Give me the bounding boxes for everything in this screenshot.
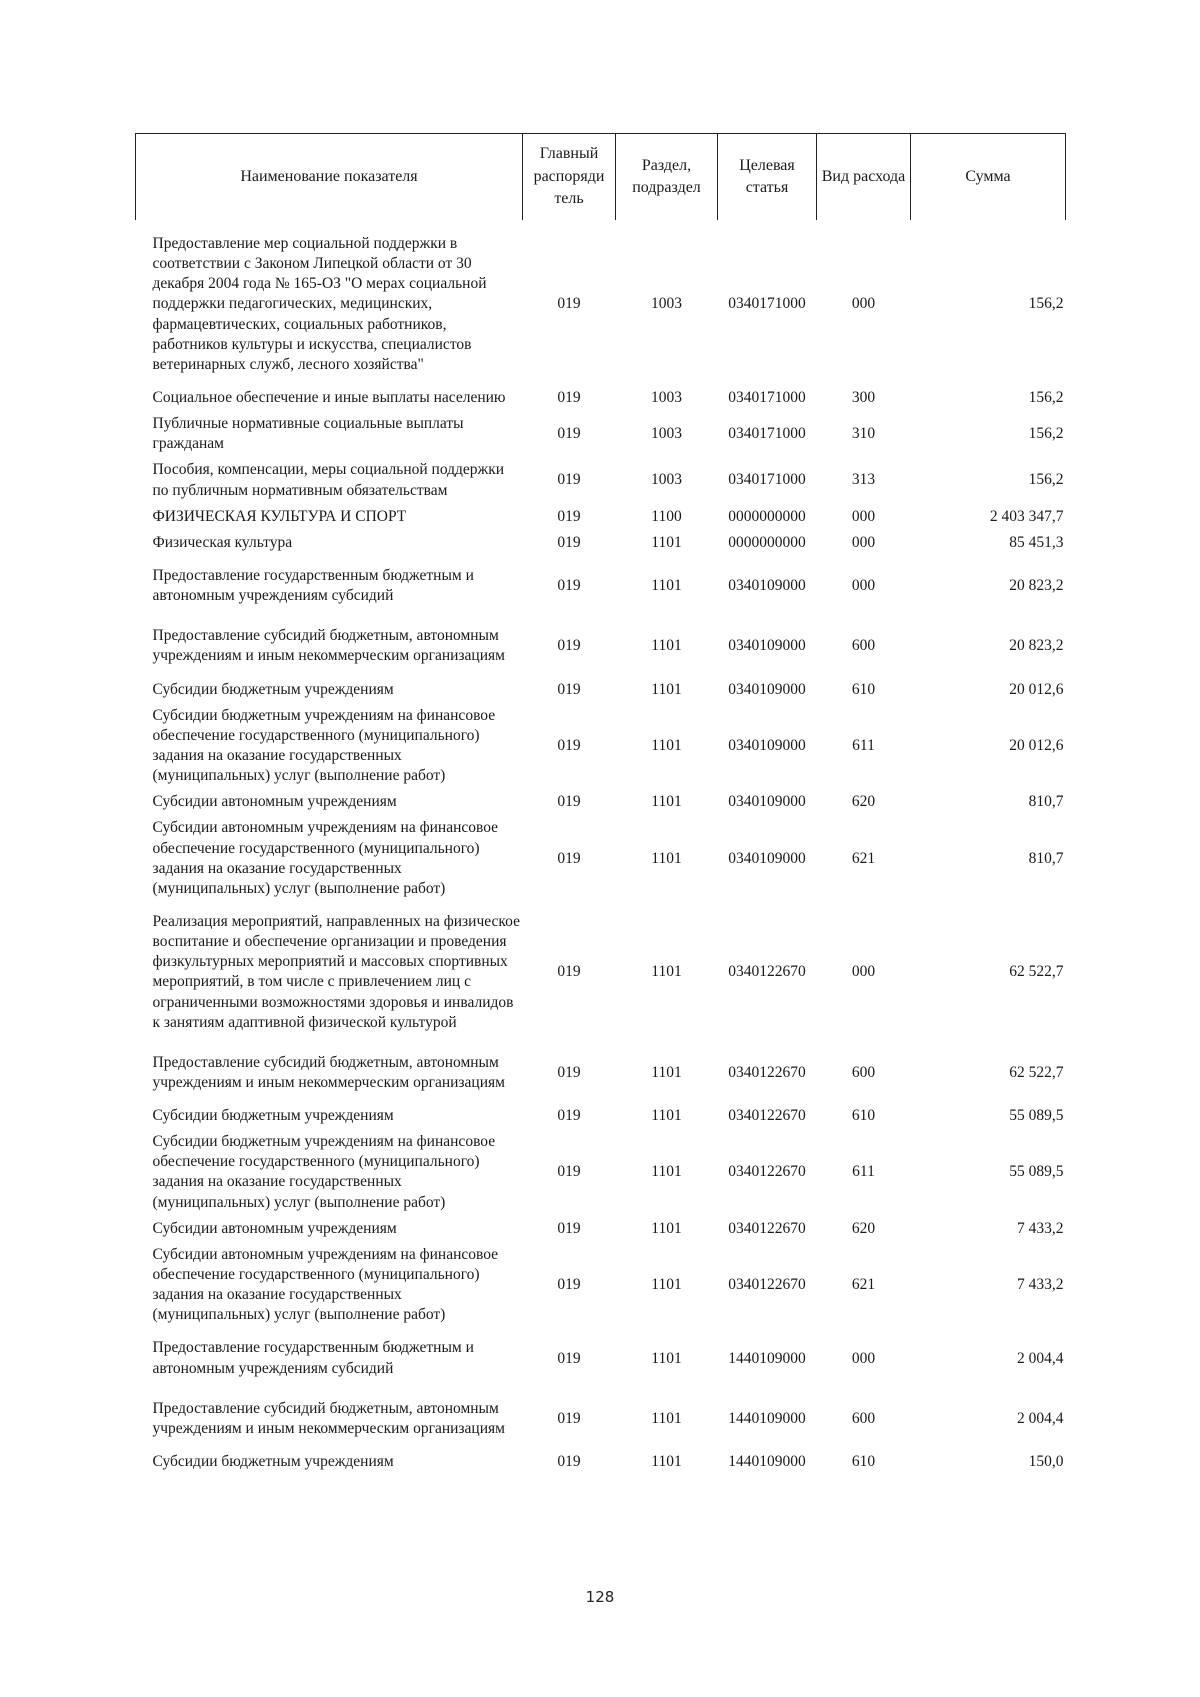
- row-grbs: 019: [557, 295, 581, 313]
- row-sum: 20 823,2: [1009, 577, 1064, 595]
- table-row: [136, 1449, 1066, 1475]
- row-name: Субсидии бюджетным учреждениям: [152, 1453, 394, 1471]
- table-row: [136, 703, 1066, 790]
- row-name: Предоставление субсидий бюджетным, автономным учреждениям и иным некоммерческим организациям: [152, 1399, 505, 1437]
- row-name: Субсидии бюджетным учреждениям на финансовое обеспечение государственного (муниципального) задания на оказание государственных (муниципальных) услуг (выполнение работ): [152, 1133, 496, 1211]
- row-target: 1440109000: [728, 1409, 806, 1427]
- table-body: [136, 220, 1066, 1475]
- row-exp-type: 000: [851, 1349, 876, 1367]
- row-sum: 156,2: [1028, 388, 1064, 406]
- row-name: Социальное обеспечение и иные выплаты населению: [152, 388, 506, 406]
- row-section: 1101: [651, 1063, 682, 1081]
- row-section: 1101: [651, 533, 682, 551]
- header-target: Целевая статья: [718, 134, 817, 221]
- row-sum: 85 451,3: [1009, 533, 1064, 551]
- row-section: 1101: [651, 637, 682, 655]
- row-grbs: 019: [557, 637, 581, 655]
- row-section: 1003: [651, 388, 682, 406]
- row-target: 0000000000: [728, 507, 806, 525]
- row-grbs: 019: [557, 577, 581, 595]
- table-row: [136, 556, 1066, 616]
- row-exp-type: 310: [851, 425, 876, 443]
- row-grbs: 019: [557, 471, 581, 489]
- table-header: [136, 134, 1066, 221]
- row-name: Пособия, компенсации, меры социальной поддержки по публичным нормативным обязательствам: [152, 461, 505, 499]
- table-row: [136, 1242, 1066, 1329]
- row-section: 1101: [651, 1107, 682, 1125]
- row-name: Субсидии автономным учреждениям на финансовое обеспечение государственного (муниципального) задания на оказание государственных (муниципальных) услуг (выполнение работ): [152, 1245, 499, 1324]
- row-target: 0340122670: [728, 1163, 806, 1181]
- row-target: 0340109000: [728, 736, 806, 754]
- header-sum: Сумма: [911, 134, 1066, 221]
- budget-table: [135, 133, 1066, 1475]
- row-exp-type: 313: [851, 471, 876, 489]
- row-sum: 55 089,5: [1009, 1107, 1064, 1125]
- row-grbs: 019: [557, 1163, 581, 1181]
- row-target: 1440109000: [728, 1453, 806, 1471]
- row-grbs: 019: [557, 793, 581, 811]
- row-exp-type: 300: [851, 388, 876, 406]
- row-section: 1101: [651, 1453, 682, 1471]
- table-row: [136, 457, 1066, 503]
- table-row: [136, 789, 1066, 815]
- row-section: 1003: [651, 471, 682, 489]
- row-grbs: 019: [557, 963, 581, 981]
- row-exp-type: 620: [851, 1219, 876, 1237]
- row-grbs: 019: [557, 849, 581, 867]
- row-target: 0340122670: [728, 1063, 806, 1081]
- row-exp-type: 000: [851, 295, 876, 313]
- row-grbs: 019: [557, 533, 581, 551]
- table-row: [136, 1328, 1066, 1388]
- row-target: 0340109000: [728, 577, 806, 595]
- row-exp-type: 000: [851, 507, 876, 525]
- row-sum: 7 433,2: [1017, 1276, 1064, 1294]
- row-target: 0340109000: [728, 849, 806, 867]
- row-grbs: 019: [557, 425, 581, 443]
- table-row: [136, 1216, 1066, 1242]
- row-target: 1440109000: [728, 1349, 806, 1367]
- row-exp-type: 611: [852, 736, 875, 754]
- row-name: Реализация мероприятий, направленных на физическое воспитание и обеспечение организации и проведения физкультурных мероприятий и массовых спортивных мероприятий, в том числе с привлечением лиц с ограниченными возможностями здоровья и инвалидов к занятиям адаптивной физической культурой: [152, 912, 520, 1031]
- row-grbs: 019: [557, 1219, 581, 1237]
- row-sum: 62 522,7: [1009, 1063, 1064, 1081]
- row-section: 1101: [651, 577, 682, 595]
- row-target: 0340109000: [728, 793, 806, 811]
- row-exp-type: 000: [851, 963, 876, 981]
- row-target: 0340109000: [728, 680, 806, 698]
- row-sum: 20 012,6: [1009, 736, 1064, 754]
- row-sum: 55 089,5: [1009, 1163, 1064, 1181]
- header-exp-type: Вид расхода: [817, 134, 911, 221]
- row-target: 0000000000: [728, 533, 806, 551]
- row-sum: 156,2: [1028, 295, 1064, 313]
- row-exp-type: 621: [851, 849, 876, 867]
- row-exp-type: 611: [852, 1163, 875, 1181]
- row-target: 0340171000: [728, 295, 806, 313]
- row-target: 0340122670: [728, 963, 806, 981]
- row-target: 0340171000: [728, 425, 806, 443]
- row-name: Предоставление государственным бюджетным и автономным учреждениям субсидий: [152, 1339, 474, 1377]
- row-section: 1003: [651, 295, 682, 313]
- header-section: Раздел, подраздел: [616, 134, 718, 221]
- row-grbs: 019: [557, 1453, 581, 1471]
- row-sum: 156,2: [1028, 471, 1064, 489]
- row-name: Субсидии бюджетным учреждениям на финансовое обеспечение государственного (муниципального) задания на оказание государственных (муниципальных) услуг (выполнение работ): [152, 706, 496, 785]
- table-row: [136, 677, 1066, 703]
- table-row: [136, 902, 1066, 1043]
- row-target: 0340171000: [728, 471, 806, 489]
- table-row: [136, 530, 1066, 556]
- header-grbs: Главный распоряди тель: [523, 134, 616, 221]
- row-section: 1101: [651, 680, 682, 698]
- row-name: Субсидии бюджетным учреждениям: [152, 1107, 394, 1125]
- row-exp-type: 610: [851, 680, 876, 698]
- row-exp-type: 600: [851, 1409, 876, 1427]
- table-row: [136, 815, 1066, 902]
- table-row: [136, 1129, 1066, 1216]
- row-section: 1101: [651, 736, 682, 754]
- row-name: Физическая культура: [152, 533, 293, 551]
- row-sum: 62 522,7: [1009, 963, 1064, 981]
- row-section: 1100: [651, 507, 682, 525]
- table-row: [136, 220, 1066, 385]
- row-section: 1101: [651, 1409, 682, 1427]
- table-row: [136, 616, 1066, 676]
- row-grbs: 019: [557, 680, 581, 698]
- row-target: 0340109000: [728, 637, 806, 655]
- row-sum: 156,2: [1028, 425, 1064, 443]
- table-row: [136, 1043, 1066, 1103]
- row-name: Предоставление государственным бюджетным и автономным учреждениям субсидий: [152, 566, 474, 605]
- row-section: 1101: [651, 793, 682, 811]
- row-name: Предоставление мер социальной поддержки в соответствии с Законом Липецкой области от 30 декабря 2004 года № 165-ОЗ "О мерах социальной поддержки педагогических, медицинских, фармацевтических, социальных работников, работников культуры и искусства, специалистов ветеринарных служб, лесного хозяйства": [152, 235, 487, 373]
- row-name: Субсидии бюджетным учреждениям: [152, 680, 394, 698]
- row-section: 1101: [651, 963, 682, 981]
- row-name: Предоставление субсидий бюджетным, автономным учреждениям и иным некоммерческим организациям: [152, 627, 505, 665]
- row-grbs: 019: [557, 736, 581, 754]
- row-grbs: 019: [557, 1349, 581, 1367]
- row-grbs: 019: [557, 1107, 581, 1125]
- table-row: [136, 411, 1066, 457]
- row-sum: 20 012,6: [1009, 680, 1064, 698]
- row-target: 0340171000: [728, 388, 806, 406]
- row-section: 1101: [651, 1349, 682, 1367]
- header-name: Наименование показателя: [136, 134, 523, 221]
- row-exp-type: 610: [851, 1453, 876, 1471]
- row-section: 1101: [651, 1219, 682, 1237]
- row-grbs: 019: [557, 507, 581, 525]
- row-name: ФИЗИЧЕСКАЯ КУЛЬТУРА И СПОРТ: [152, 507, 407, 525]
- table-row: [136, 504, 1066, 530]
- row-sum: 810,7: [1028, 849, 1064, 867]
- row-sum: 2 004,4: [1017, 1409, 1064, 1427]
- table-row: [136, 385, 1066, 411]
- row-exp-type: 621: [851, 1276, 876, 1294]
- row-sum: 2 403 347,7: [989, 507, 1064, 525]
- row-target: 0340122670: [728, 1107, 806, 1125]
- row-grbs: 019: [557, 1063, 581, 1081]
- row-name: Субсидии автономным учреждениям: [152, 793, 397, 811]
- row-exp-type: 620: [851, 793, 876, 811]
- row-exp-type: 000: [851, 533, 876, 551]
- row-sum: 2 004,4: [1017, 1349, 1064, 1367]
- row-exp-type: 600: [851, 637, 876, 655]
- row-name: Публичные нормативные социальные выплаты гражданам: [152, 415, 464, 453]
- row-section: 1101: [651, 1163, 682, 1181]
- row-name: Субсидии автономным учреждениям: [152, 1219, 397, 1237]
- row-sum: 150,0: [1028, 1453, 1064, 1471]
- row-grbs: 019: [557, 388, 581, 406]
- row-section: 1101: [651, 849, 682, 867]
- row-grbs: 019: [557, 1409, 581, 1427]
- row-name: Субсидии автономным учреждениям на финансовое обеспечение государственного (муниципального) задания на оказание государственных (муниципальных) услуг (выполнение работ): [152, 819, 499, 897]
- row-exp-type: 000: [851, 577, 876, 595]
- row-sum: 810,7: [1028, 793, 1064, 811]
- row-section: 1003: [651, 425, 682, 443]
- row-sum: 20 823,2: [1009, 637, 1064, 655]
- row-name: Предоставление субсидий бюджетным, автономным учреждениям и иным некоммерческим организациям: [152, 1053, 505, 1091]
- row-grbs: 019: [557, 1276, 581, 1294]
- row-sum: 7 433,2: [1017, 1219, 1064, 1237]
- table-row: [136, 1389, 1066, 1449]
- table-row: [136, 1103, 1066, 1129]
- row-target: 0340122670: [728, 1219, 806, 1237]
- row-section: 1101: [651, 1276, 682, 1294]
- row-target: 0340122670: [728, 1276, 806, 1294]
- row-exp-type: 610: [851, 1107, 876, 1125]
- row-exp-type: 600: [851, 1063, 876, 1081]
- page-number: 128: [585, 1588, 615, 1606]
